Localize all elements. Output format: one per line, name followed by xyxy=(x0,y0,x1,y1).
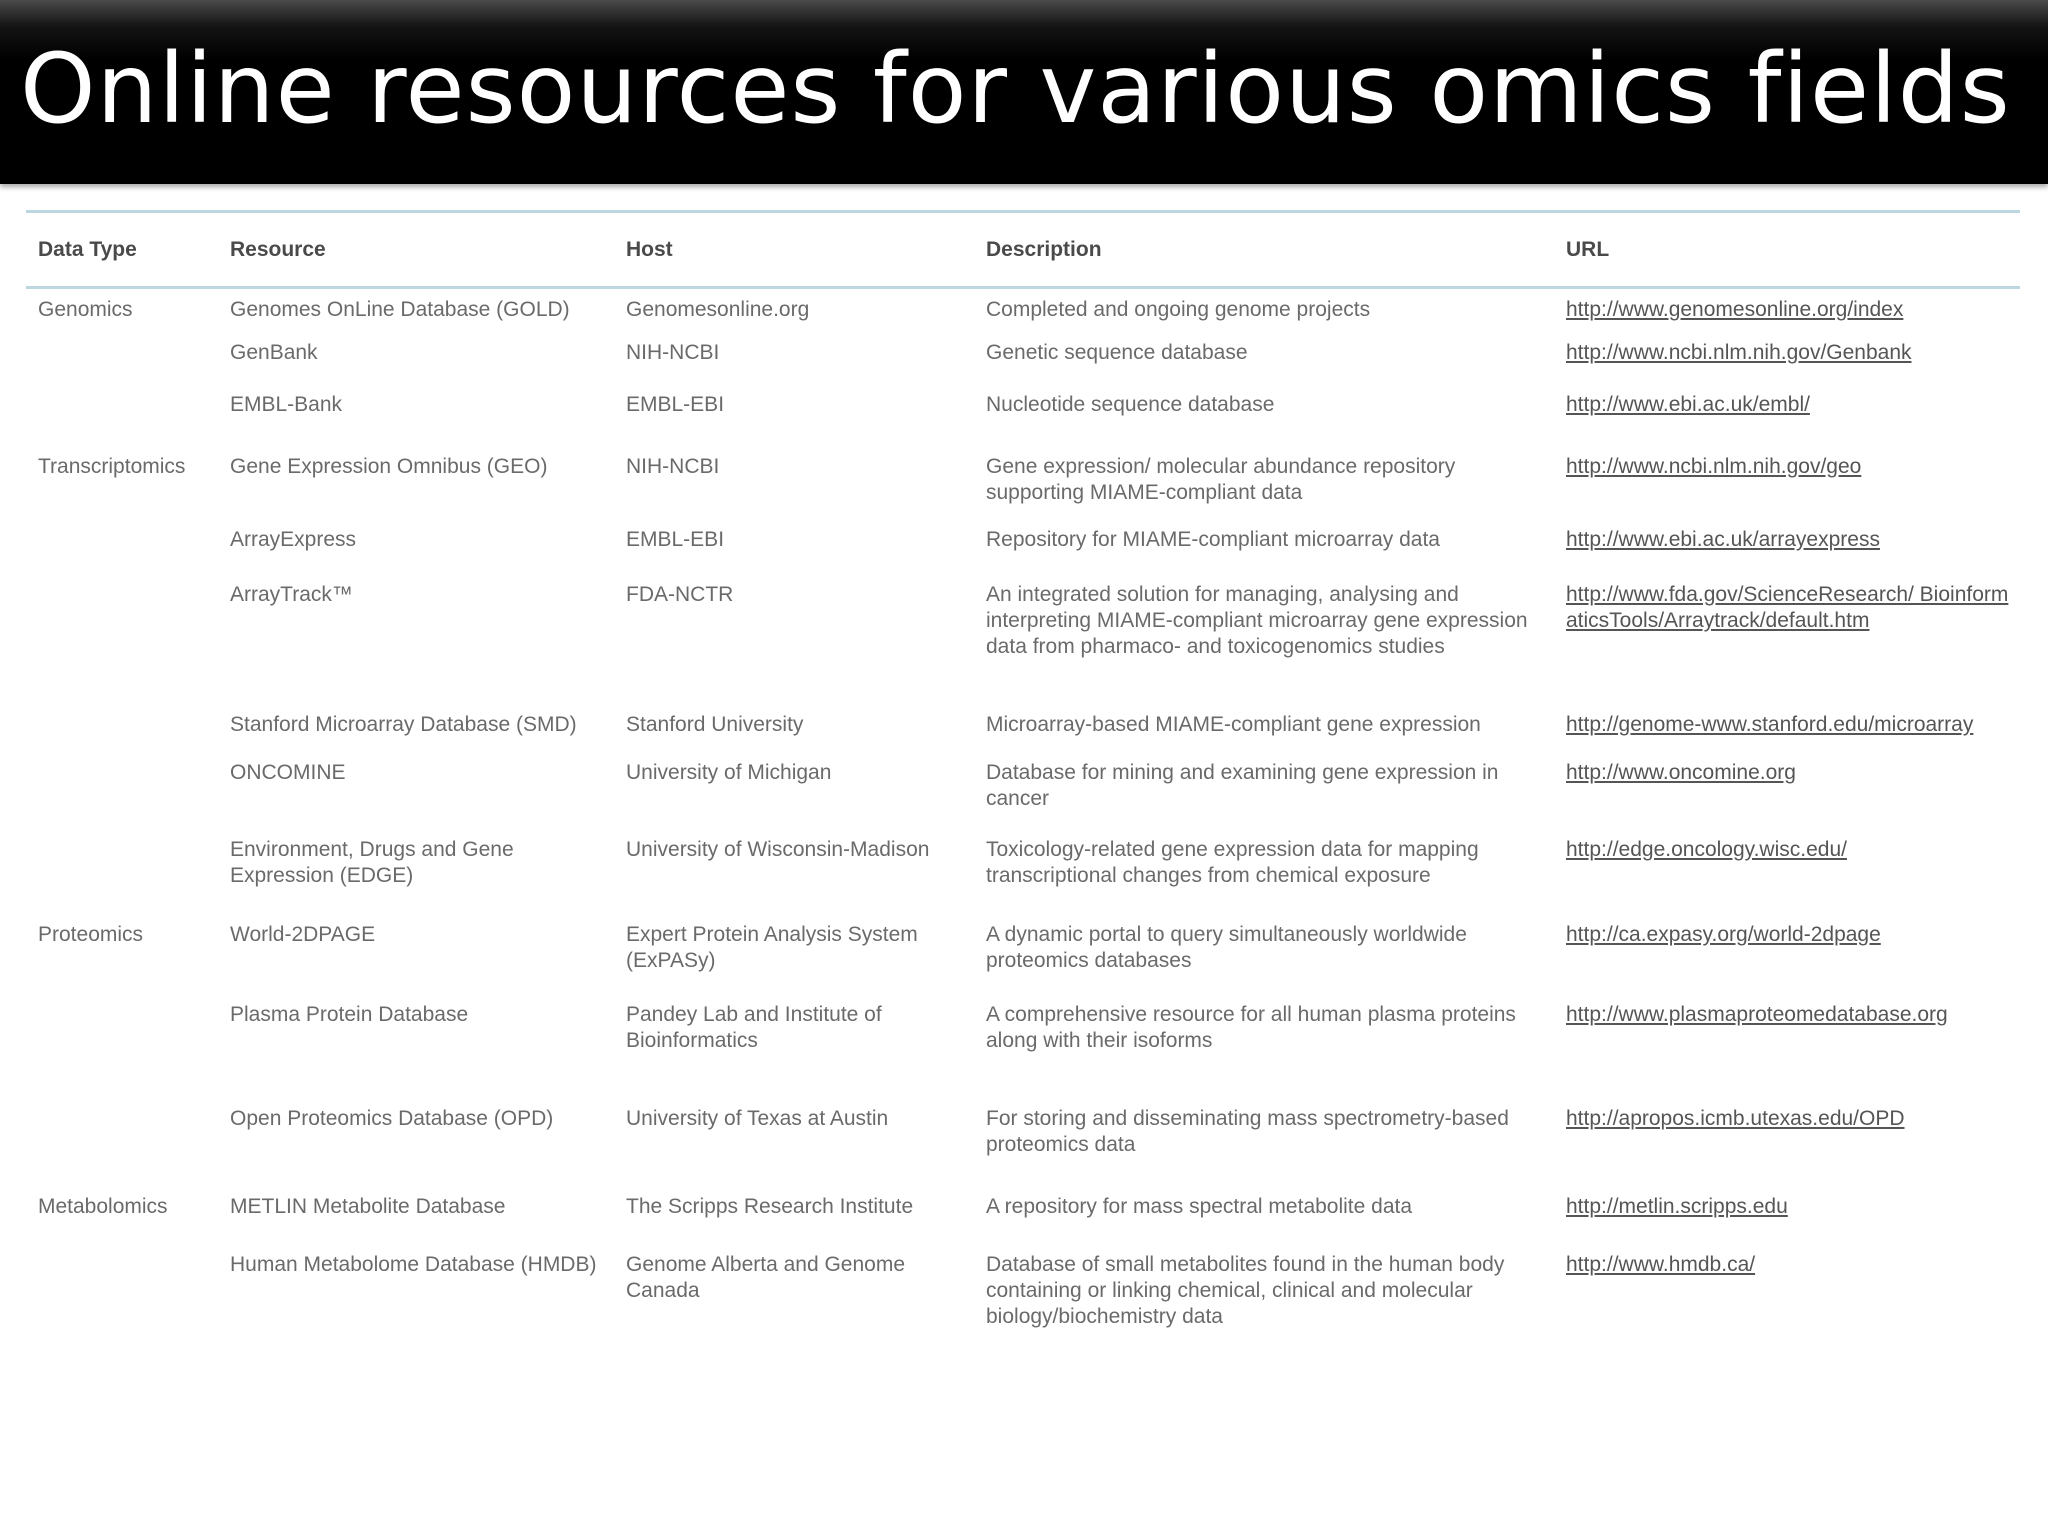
cell-data-type xyxy=(26,712,218,760)
cell-description: For storing and disseminating mass spectrometry-based proteomics data xyxy=(986,1106,1509,1156)
resources-table xyxy=(26,210,2020,1342)
cell-description: Database of small metabolites found in the human body containing or linking chemical, clinical and molecular biology/biochemistry data xyxy=(986,1252,1505,1328)
cell-url-link[interactable]: http://www.plasmaproteomedatabase.org xyxy=(1566,1002,1948,1026)
cell-resource: Human Metabolome Database (HMDB) xyxy=(230,1252,597,1276)
resources-table-container xyxy=(26,210,2020,1342)
cell-data-type xyxy=(26,1252,218,1342)
cell-url-link[interactable]: http://www.genomesonline.org/index xyxy=(1566,298,1904,321)
table-header-row xyxy=(26,212,2020,288)
cell-host: EMBL-EBI xyxy=(626,527,725,551)
cell-host: Pandey Lab and Institute of Bioinformatics xyxy=(626,1002,882,1052)
table-row xyxy=(26,1002,2020,1106)
cell-host: University of Michigan xyxy=(626,760,832,784)
cell-data-type xyxy=(26,837,218,922)
table-row xyxy=(26,837,2020,922)
table-row xyxy=(26,760,2020,837)
header-description: Description xyxy=(974,212,1554,288)
cell-data-type: Genomics xyxy=(38,298,133,321)
header-url: URL xyxy=(1554,212,2020,288)
header-data-type: Data Type xyxy=(26,212,218,288)
cell-data-type xyxy=(26,392,218,454)
cell-resource: Gene Expression Omnibus (GEO) xyxy=(230,454,548,478)
title-bar xyxy=(0,0,2048,184)
cell-resource: EMBL-Bank xyxy=(230,392,343,416)
header-host: Host xyxy=(614,212,974,288)
cell-url-link[interactable]: http://www.ebi.ac.uk/embl/ xyxy=(1566,392,1810,416)
table-row xyxy=(26,582,2020,712)
cell-description: Genetic sequence database xyxy=(986,340,1248,364)
table-body xyxy=(26,288,2020,1342)
cell-data-type xyxy=(26,527,218,582)
cell-description: Toxicology-related gene expression data for mapping transcriptional changes from chemical exposure xyxy=(986,837,1479,887)
table-row xyxy=(26,1194,2020,1252)
cell-resource: World-2DPAGE xyxy=(230,922,376,946)
cell-url-link[interactable]: http://www.ebi.ac.uk/arrayexpress xyxy=(1566,527,1880,551)
cell-url-link[interactable]: http://www.ncbi.nlm.nih.gov/geo xyxy=(1566,454,1862,478)
cell-resource: Stanford Microarray Database (SMD) xyxy=(230,712,577,736)
cell-description: Gene expression/ molecular abundance repository supporting MIAME-compliant data xyxy=(986,454,1456,504)
cell-data-type xyxy=(26,582,218,712)
cell-url-link[interactable]: http://genome-www.stanford.edu/microarray xyxy=(1566,712,1974,736)
cell-data-type xyxy=(26,340,218,392)
cell-description: Nucleotide sequence database xyxy=(986,392,1275,416)
cell-host: Genome Alberta and Genome Canada xyxy=(626,1252,906,1302)
cell-url-link[interactable]: http://metlin.scripps.edu xyxy=(1566,1194,1788,1218)
cell-url-link[interactable]: http://www.hmdb.ca/ xyxy=(1566,1252,1756,1276)
page-title: Online resources for various omics fields xyxy=(20,33,2011,145)
cell-url-link[interactable]: http://edge.oncology.wisc.edu/ xyxy=(1566,837,1847,861)
cell-description: Repository for MIAME-compliant microarray data xyxy=(986,527,1440,551)
cell-description: A repository for mass spectral metabolite data xyxy=(986,1194,1413,1218)
cell-description: An integrated solution for managing, analysing and interpreting MIAME-compliant microarray gene expression data from pharmaco- and toxicogenomics studies xyxy=(986,582,1528,658)
cell-host: FDA-NCTR xyxy=(626,582,734,606)
cell-description: Completed and ongoing genome projects xyxy=(986,298,1371,321)
cell-description: Microarray-based MIAME-compliant gene expression xyxy=(986,712,1481,736)
cell-description: Database for mining and examining gene expression in cancer xyxy=(986,760,1499,810)
cell-host: NIH-NCBI xyxy=(626,340,720,364)
table-row xyxy=(26,922,2020,1002)
cell-host: University of Texas at Austin xyxy=(626,1106,889,1130)
cell-resource: Plasma Protein Database xyxy=(230,1002,469,1026)
table-row xyxy=(26,288,2020,340)
header-resource: Resource xyxy=(218,212,614,288)
cell-data-type xyxy=(26,760,218,837)
cell-data-type xyxy=(26,1002,218,1106)
cell-data-type xyxy=(26,1106,218,1194)
table-row xyxy=(26,392,2020,454)
table-row xyxy=(26,1106,2020,1194)
cell-host: EMBL-EBI xyxy=(626,392,725,416)
cell-data-type: Transcriptomics xyxy=(38,454,186,478)
cell-description: A dynamic portal to query simultaneously worldwide proteomics databases xyxy=(986,922,1467,972)
cell-resource: Environment, Drugs and Gene Expression (EDGE) xyxy=(230,837,514,887)
cell-url-link[interactable]: http://www.fda.gov/ScienceResearch/ BioinformaticsTools/Arraytrack/default.htm xyxy=(1566,582,2009,632)
cell-host: Stanford University xyxy=(626,712,804,736)
cell-resource: METLIN Metabolite Database xyxy=(230,1194,506,1218)
cell-url-link[interactable]: http://ca.expasy.org/world-2dpage xyxy=(1566,922,1881,946)
cell-resource: ONCOMINE xyxy=(230,760,346,784)
table-row xyxy=(26,454,2020,527)
cell-resource: Open Proteomics Database (OPD) xyxy=(230,1106,554,1130)
cell-host: University of Wisconsin-Madison xyxy=(626,837,930,861)
table-row xyxy=(26,527,2020,582)
table-row xyxy=(26,712,2020,760)
table-row xyxy=(26,1252,2020,1342)
cell-host: Genomesonline.org xyxy=(626,298,810,321)
cell-url-link[interactable]: http://apropos.icmb.utexas.edu/OPD xyxy=(1566,1106,1905,1130)
cell-host: NIH-NCBI xyxy=(626,454,720,478)
cell-resource: GenBank xyxy=(230,340,318,364)
cell-resource: Genomes OnLine Database (GOLD) xyxy=(230,298,570,321)
cell-data-type: Proteomics xyxy=(38,922,144,946)
cell-url-link[interactable]: http://www.oncomine.org xyxy=(1566,760,1796,784)
cell-description: A comprehensive resource for all human plasma proteins along with their isoforms xyxy=(986,1002,1516,1052)
cell-resource: ArrayExpress xyxy=(230,527,357,551)
cell-url-link[interactable]: http://www.ncbi.nlm.nih.gov/Genbank xyxy=(1566,340,1912,364)
cell-data-type: Metabolomics xyxy=(38,1194,168,1218)
table-row xyxy=(26,340,2020,392)
cell-host: Expert Protein Analysis System (ExPASy) xyxy=(626,922,918,972)
cell-host: The Scripps Research Institute xyxy=(626,1194,914,1218)
cell-resource: ArrayTrack™ xyxy=(230,582,353,606)
